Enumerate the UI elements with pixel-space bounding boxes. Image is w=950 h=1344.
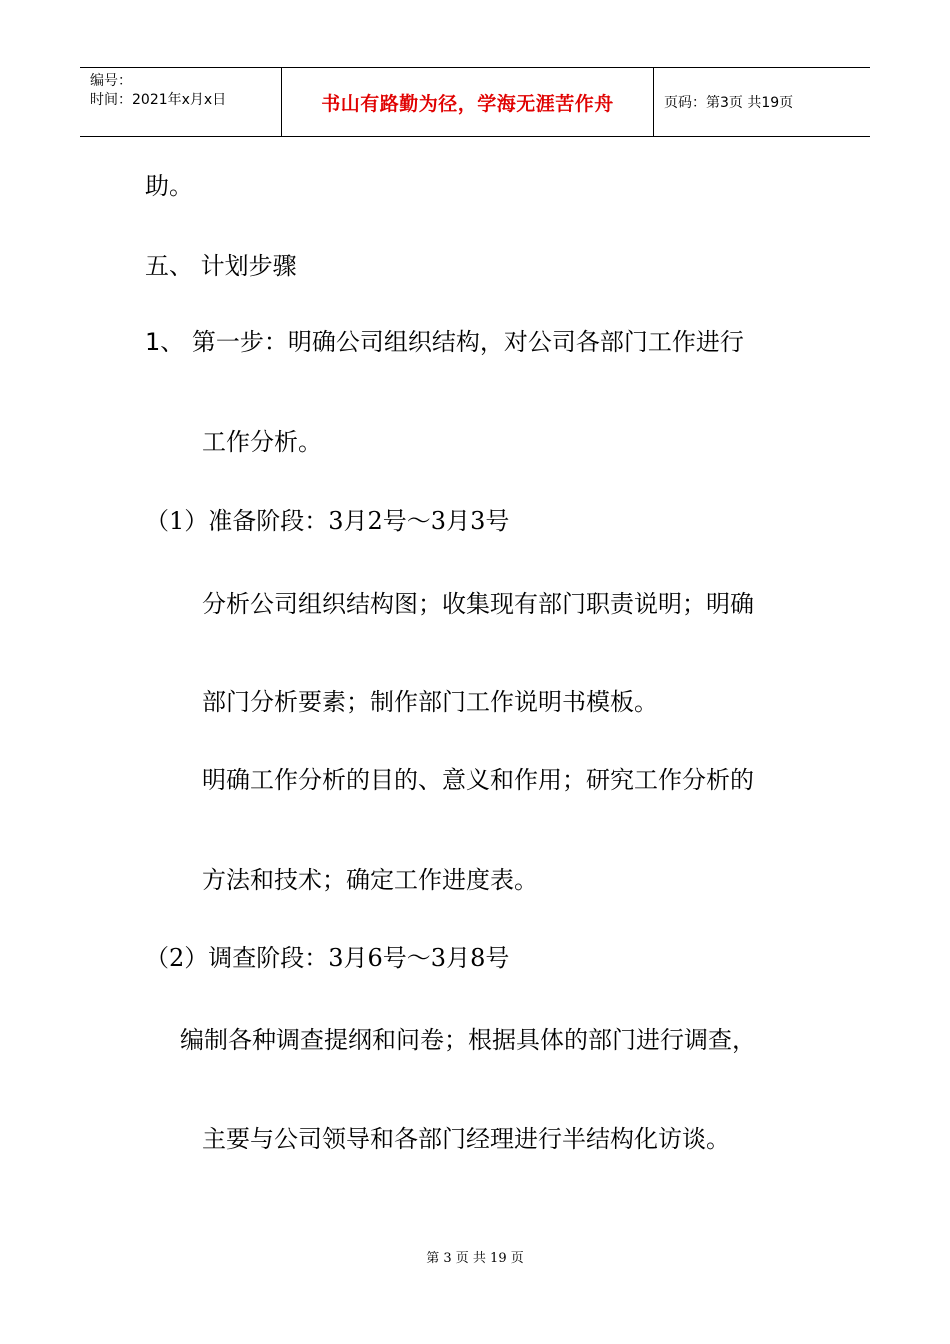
header-motto: 书山有路勤为径，学海无涯苦作舟: [321, 92, 614, 115]
header-page-cell: [654, 68, 870, 136]
page-footer: 第 3 页 共 19 页: [426, 1251, 524, 1266]
paragraph-line: 明确工作分析的目的、意义和作用；研究工作分析的: [202, 766, 754, 794]
header-page-number: 页码：第3页 共19页: [664, 95, 794, 111]
paragraph-line: 分析公司组织结构图；收集现有部门职责说明；明确: [202, 590, 754, 618]
paragraph-line: 方法和技术；确定工作进度表。: [202, 866, 538, 894]
phase-heading-prepare: （1）准备阶段：3月2号～3月3号: [145, 507, 510, 535]
step-heading-continuation: 工作分析。: [202, 428, 322, 456]
header-motto-cell: [282, 68, 654, 136]
paragraph-line: 编制各种调查提纲和问卷；根据具体的部门进行调查，: [180, 1026, 756, 1054]
section-heading: 五、 计划步骤: [145, 252, 297, 280]
paragraph-line: 部门分析要素；制作部门工作说明书模板。: [202, 688, 658, 716]
body-line-continuation: 助。: [145, 172, 193, 200]
paragraph-line: 主要与公司领导和各部门经理进行半结构化访谈。: [202, 1125, 730, 1153]
serial-number-label: 编号：: [90, 73, 132, 89]
page-header: [80, 67, 870, 137]
time-label: 时间：2021年x月x日: [90, 92, 227, 108]
phase-heading-survey: （2）调查阶段：3月6号～3月8号: [145, 944, 510, 972]
step-heading: 1、 第一步：明确公司组织结构，对公司各部门工作进行: [145, 328, 744, 356]
header-meta-cell: [80, 68, 282, 136]
